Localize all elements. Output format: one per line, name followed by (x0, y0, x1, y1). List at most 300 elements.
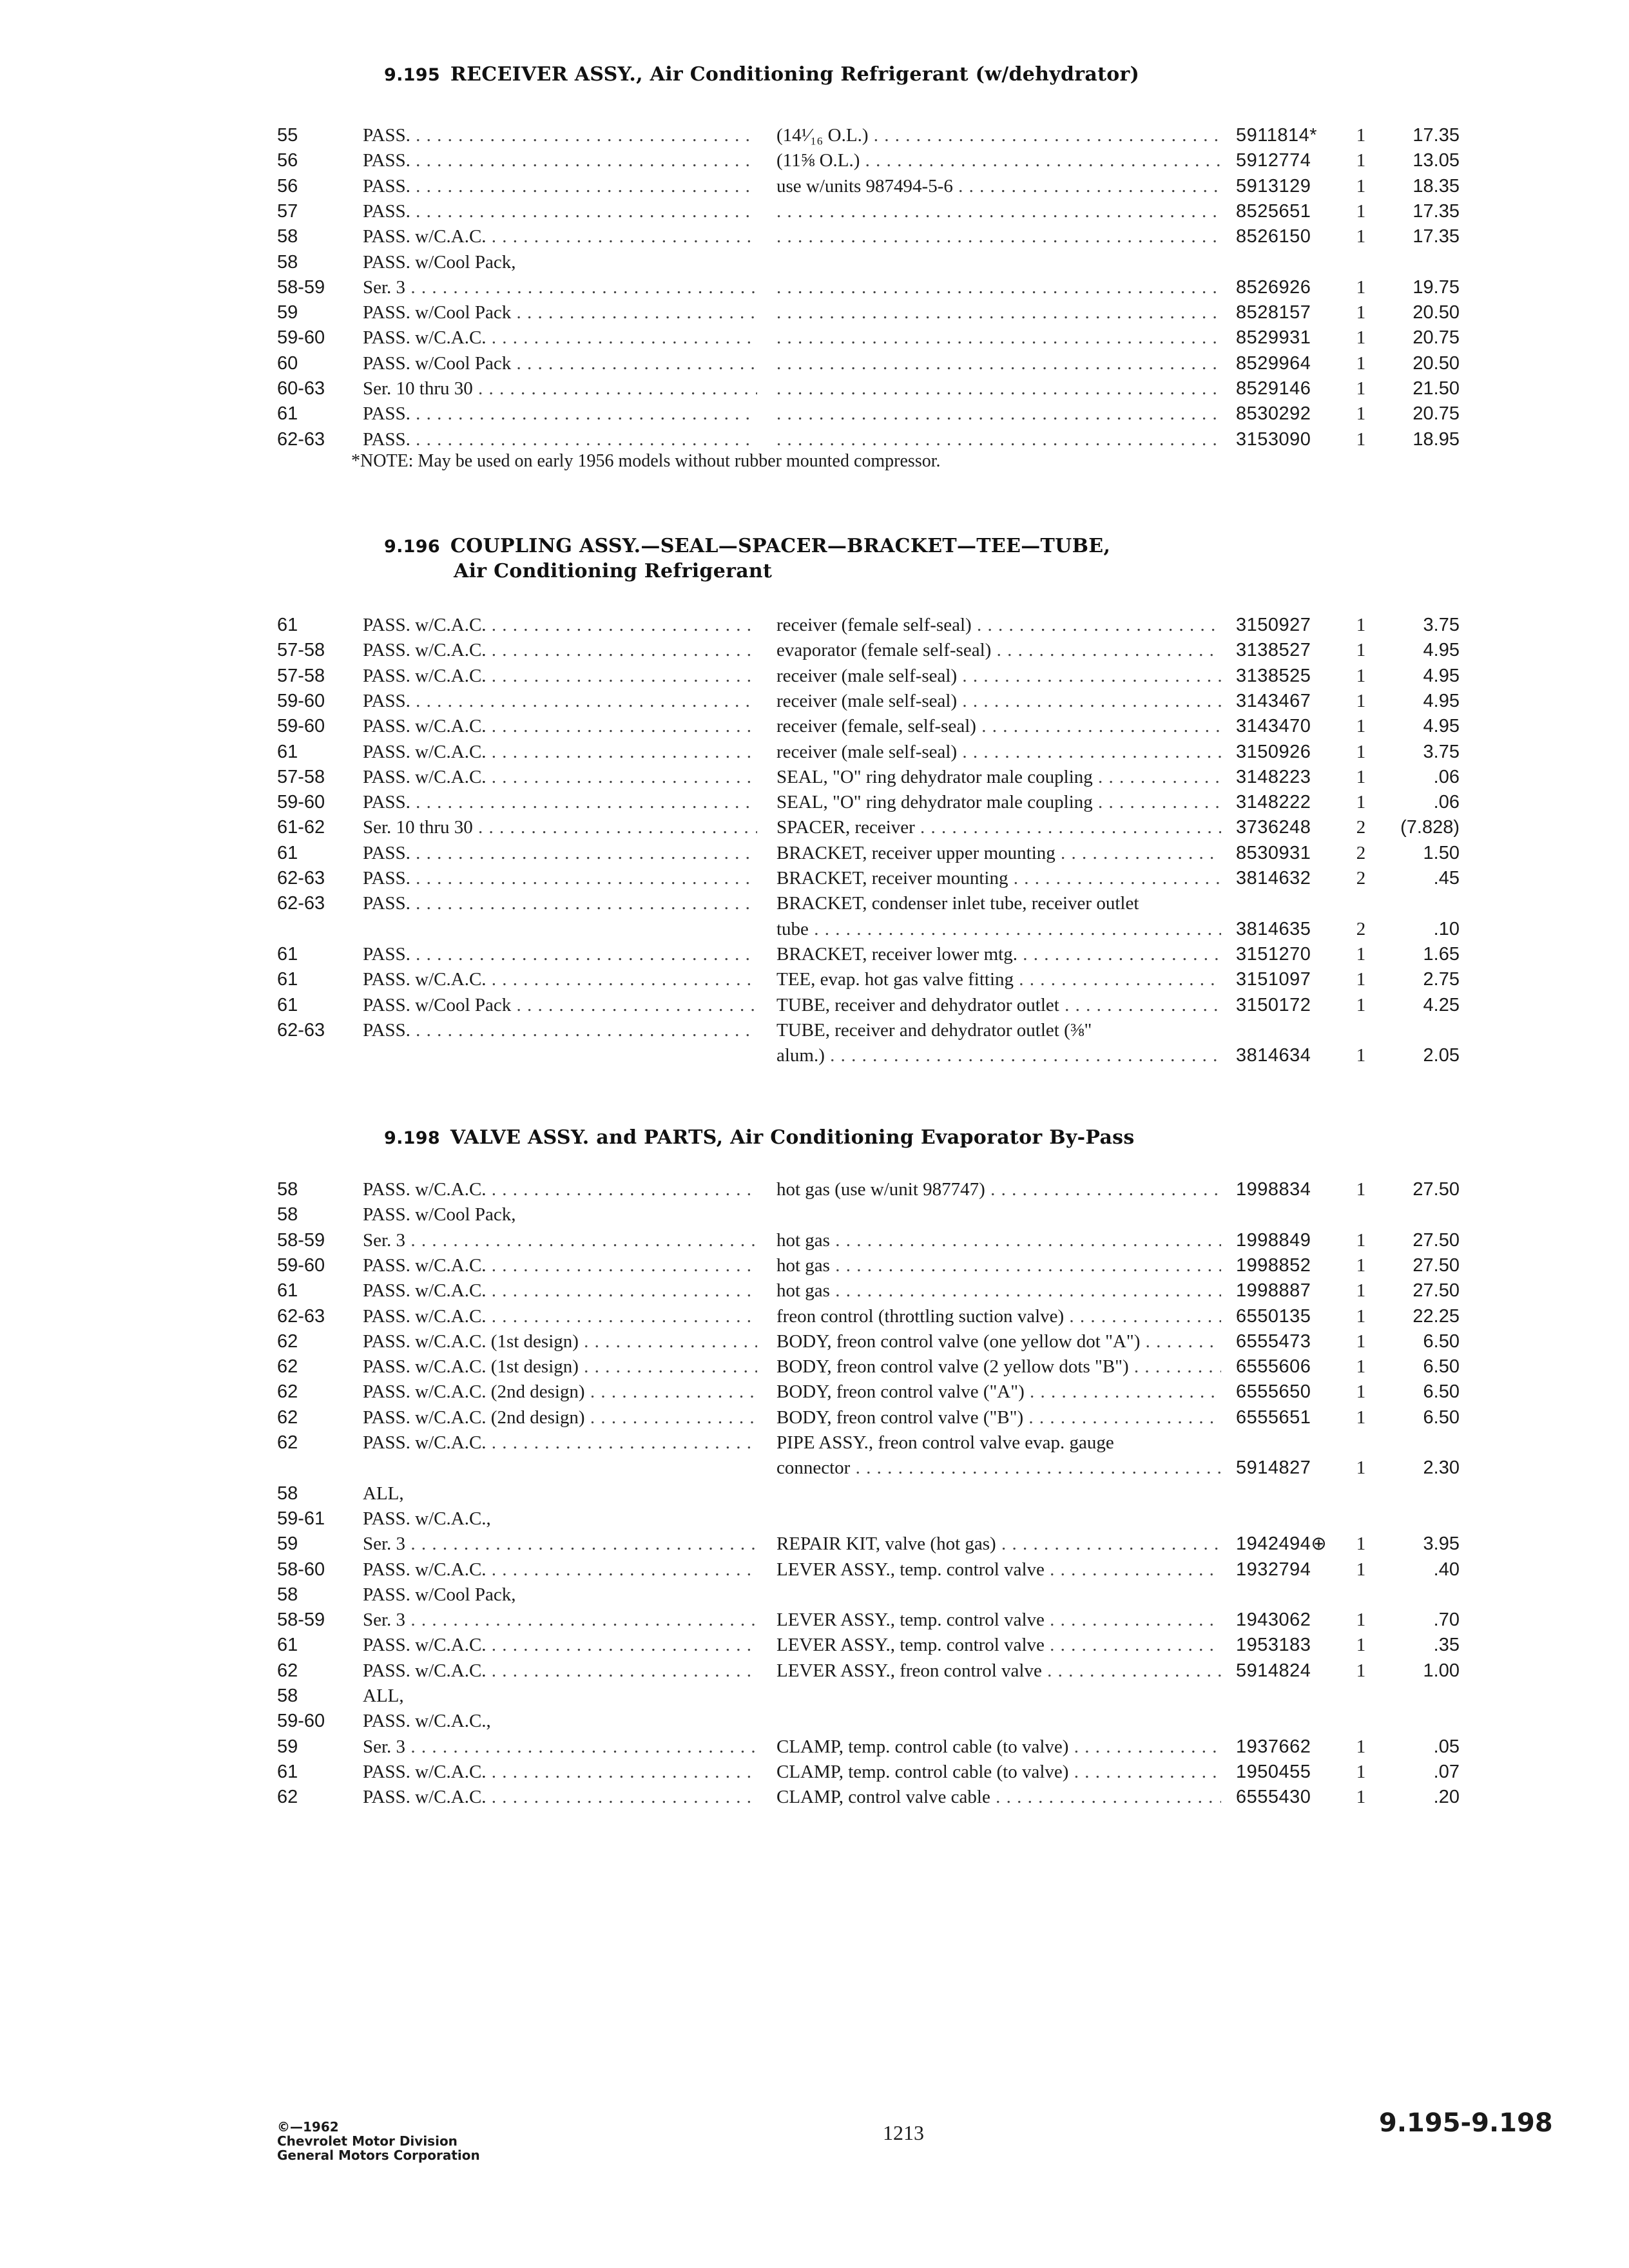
footnote: *NOTE: May be used on early 1956 models without rubber mounted compressor. (351, 451, 941, 471)
year-cell-text: 61 (277, 615, 298, 635)
price-cell-text: 18.95 (1412, 428, 1460, 450)
quantity-cell (1342, 1557, 1380, 1582)
section-number: 9.195 (384, 65, 440, 85)
price-cell-text: 2.75 (1423, 969, 1460, 990)
quantity-cell-text: 1 (1356, 690, 1366, 711)
price-cell (1382, 916, 1460, 942)
price-cell (1382, 325, 1460, 351)
quantity-cell (1342, 1531, 1380, 1557)
price-cell-text: 22.25 (1412, 1305, 1460, 1327)
section-number: 9.196 (384, 537, 440, 557)
price-cell-text: .10 (1433, 918, 1460, 939)
table-row (0, 173, 1629, 199)
description-cell-text: TUBE, receiver and dehydrator outlet (⅜" (776, 1019, 1092, 1041)
part-number-cell (1236, 1379, 1358, 1405)
application-cell (363, 966, 757, 992)
quantity-cell (1342, 688, 1380, 714)
year-cell-text: 59-60 (277, 1254, 325, 1276)
year-cell (277, 966, 354, 992)
quantity-cell (1342, 274, 1380, 300)
table-row (0, 1506, 1629, 1532)
table-row (0, 966, 1629, 992)
table-row (0, 1253, 1629, 1278)
price-cell-text: 2.30 (1423, 1457, 1460, 1479)
description-cell-text: TUBE, receiver and dehydrator outlet (776, 994, 1059, 1015)
part-number-cell-text: 6550135 (1236, 1305, 1311, 1327)
description-cell-text: hot gas (776, 1254, 830, 1276)
price-cell-text: 20.50 (1412, 352, 1460, 374)
application-cell (363, 637, 757, 663)
part-number-cell (1236, 865, 1358, 891)
application-cell-text: PASS. (363, 1019, 410, 1041)
part-number-cell-text: 3150926 (1236, 741, 1311, 762)
price-cell (1382, 1658, 1460, 1684)
part-number-cell (1236, 1043, 1358, 1068)
price-cell (1382, 1784, 1460, 1810)
application-cell-text: PASS. w/C.A.C. (363, 1559, 487, 1580)
price-cell-text: 6.50 (1423, 1356, 1460, 1378)
price-cell (1382, 663, 1460, 689)
description-cell (776, 325, 1221, 351)
table-row (0, 1043, 1629, 1068)
year-cell-text: 58-59 (277, 1610, 325, 1631)
price-cell (1382, 637, 1460, 663)
description-cell-text: freon control (throttling suction valve) (776, 1305, 1065, 1327)
part-number-cell (1236, 916, 1358, 942)
quantity-cell-text: 1 (1356, 378, 1366, 399)
quantity-cell (1342, 1455, 1380, 1481)
price-cell-text: 6.50 (1423, 1331, 1460, 1352)
description-cell-text: CLAMP, temp. control cable (to valve) (776, 1761, 1069, 1782)
price-cell-text: 2.05 (1423, 1045, 1460, 1066)
table-row (0, 1683, 1629, 1709)
year-cell-text: 59 (277, 1736, 298, 1757)
price-cell-text: 6.50 (1423, 1407, 1460, 1428)
description-cell (776, 351, 1221, 376)
application-cell-text: PASS. w/C.A.C. (363, 615, 487, 635)
application-cell-text: PASS. (363, 893, 410, 914)
quantity-cell (1342, 376, 1380, 401)
application-cell (363, 1379, 757, 1405)
table-row (0, 663, 1629, 689)
price-cell-text: 18.35 (1412, 175, 1460, 197)
year-cell (277, 1227, 354, 1253)
part-number-cell-text: 3143467 (1236, 690, 1311, 711)
price-cell-text: 19.75 (1412, 276, 1460, 298)
year-cell-text: 59-60 (277, 327, 325, 349)
application-cell-text: PASS. (363, 868, 410, 889)
description-cell-text: tube (776, 918, 809, 939)
year-cell-text: 61 (277, 969, 298, 990)
application-cell (363, 351, 757, 376)
year-cell (277, 300, 354, 325)
part-number-cell-text: 1950455 (1236, 1761, 1311, 1782)
table-row (0, 1481, 1629, 1506)
year-cell (277, 1506, 354, 1532)
description-cell (776, 300, 1221, 325)
quantity-cell-text: 1 (1356, 1660, 1366, 1681)
description-cell-text: LEVER ASSY., temp. control valve (776, 1635, 1045, 1656)
quantity-cell-text: 1 (1356, 1254, 1366, 1276)
quantity-cell-text: 1 (1356, 125, 1366, 146)
application-cell-text: PASS. (363, 150, 410, 171)
description-cell-text: BRACKET, receiver mounting (776, 868, 1008, 889)
year-cell (277, 1708, 354, 1734)
year-cell-text: 61 (277, 1635, 298, 1656)
application-cell (363, 376, 757, 401)
year-cell-text: 59 (277, 1533, 298, 1555)
table-row (0, 992, 1629, 1018)
table-row (0, 1202, 1629, 1227)
description-cell-text: receiver (male self-seal) (776, 690, 958, 711)
price-cell-text: 27.50 (1412, 1229, 1460, 1251)
year-cell (277, 612, 354, 638)
application-cell (363, 789, 757, 815)
description-cell-text: LEVER ASSY., temp. control valve (776, 1610, 1045, 1631)
year-cell (277, 1531, 354, 1557)
table-row (0, 1708, 1629, 1734)
part-number-cell (1236, 663, 1358, 689)
year-cell (277, 890, 354, 916)
year-cell-text: 61 (277, 403, 298, 425)
application-cell (363, 1658, 757, 1684)
description-cell-text: alum.) (776, 1045, 825, 1066)
application-cell-text: Ser. 10 thru 30 (363, 378, 473, 399)
part-number-cell-text: 6555650 (1236, 1381, 1311, 1403)
price-cell-text: 3.75 (1423, 741, 1460, 762)
quantity-cell-text: 1 (1356, 1305, 1366, 1327)
part-number-cell-text: 8525651 (1236, 200, 1311, 222)
price-cell (1382, 274, 1460, 300)
application-cell-text: PASS. w/C.A.C. (363, 969, 487, 990)
price-cell (1382, 148, 1460, 173)
copyright: ©—1962 (277, 2119, 339, 2135)
price-cell (1382, 1379, 1460, 1405)
quantity-cell (1342, 1632, 1380, 1658)
application-cell (363, 663, 757, 689)
quantity-cell (1342, 1379, 1380, 1405)
quantity-cell (1342, 1227, 1380, 1253)
year-cell (277, 941, 354, 967)
part-number-cell (1236, 427, 1358, 452)
part-number-cell (1236, 789, 1358, 815)
part-number-cell (1236, 1329, 1358, 1354)
footer-credits (277, 2120, 480, 2162)
price-cell-text: 3.95 (1423, 1533, 1460, 1555)
application-cell-text: PASS. w/Cool Pack (363, 352, 512, 374)
description-cell (776, 663, 1221, 689)
part-number-cell-text: 8526926 (1236, 276, 1311, 298)
year-cell-text: 58 (277, 1483, 298, 1504)
application-cell (363, 713, 757, 739)
year-cell-text: 61 (277, 943, 298, 965)
table-row (0, 941, 1629, 967)
price-cell-text: .20 (1433, 1787, 1460, 1808)
table-row (0, 1329, 1629, 1354)
description-cell-text: CLAMP, temp. control cable (to valve) (776, 1736, 1069, 1757)
year-cell-text: 57-58 (277, 665, 325, 686)
part-number-cell-text: 6555430 (1236, 1787, 1311, 1808)
application-cell-text: ALL, (363, 1483, 404, 1504)
application-cell (363, 1354, 757, 1379)
year-cell (277, 1202, 354, 1227)
year-cell-text: 62-63 (277, 1305, 325, 1327)
quantity-cell-text: 1 (1356, 716, 1366, 737)
description-cell-text: receiver (female, self-seal) (776, 716, 976, 737)
description-cell-text: SPACER, receiver (776, 817, 915, 838)
part-number-cell (1236, 1784, 1358, 1810)
year-cell (277, 1177, 354, 1202)
description-cell-text: (14¹⁄₁₆ O.L.) (776, 125, 869, 146)
part-number-cell (1236, 941, 1358, 967)
part-number-cell (1236, 401, 1358, 427)
quantity-cell-text: 2 (1356, 868, 1366, 889)
application-cell (363, 1607, 757, 1633)
year-cell (277, 1683, 354, 1709)
description-cell-text: REPAIR KIT, valve (hot gas) (776, 1533, 996, 1555)
description-cell (776, 941, 1221, 967)
description-cell (776, 1607, 1221, 1633)
application-cell (363, 1329, 757, 1354)
application-cell (363, 224, 757, 249)
application-cell-text: PASS. w/C.A.C. (363, 665, 487, 686)
price-cell-text: .06 (1433, 792, 1460, 813)
application-cell-text: PASS. w/Cool Pack, (363, 1584, 516, 1605)
table-row (0, 325, 1629, 351)
quantity-cell-text: 1 (1356, 403, 1366, 425)
price-cell-text: .06 (1433, 766, 1460, 787)
year-cell (277, 1784, 354, 1810)
part-number-cell (1236, 173, 1358, 199)
description-cell-text: hot gas (use w/unit 987747) (776, 1179, 985, 1200)
description-cell-text: hot gas (776, 1229, 830, 1251)
price-cell-text: .35 (1433, 1635, 1460, 1656)
year-cell-text: 56 (277, 150, 298, 171)
description-cell-text: hot gas (776, 1280, 830, 1302)
description-cell (776, 1455, 1221, 1481)
year-cell (277, 1329, 354, 1354)
price-cell (1382, 688, 1460, 714)
price-cell-text: 4.25 (1423, 994, 1460, 1015)
year-cell (277, 401, 354, 427)
application-cell-text: Ser. 3 (363, 276, 406, 298)
table-row (0, 401, 1629, 427)
part-number-cell-text: 6555651 (1236, 1407, 1311, 1428)
application-cell (363, 992, 757, 1018)
application-cell-text: PASS. w/C.A.C. (363, 766, 487, 787)
price-cell-text: 21.50 (1412, 378, 1460, 399)
application-cell-text: PASS. w/C.A.C. (363, 1787, 487, 1808)
part-number-cell (1236, 1607, 1358, 1633)
description-cell-text: BODY, freon control valve ("A") (776, 1381, 1025, 1403)
application-cell-text: PASS. (363, 428, 410, 450)
quantity-cell-text: 1 (1356, 1610, 1366, 1631)
description-cell (776, 1379, 1221, 1405)
application-cell (363, 1759, 757, 1785)
part-number-cell-text: 8529931 (1236, 327, 1311, 349)
table-row (0, 1557, 1629, 1582)
table-row (0, 890, 1629, 916)
description-cell-text: BODY, freon control valve (2 yellow dots "B") (776, 1356, 1129, 1378)
quantity-cell (1342, 325, 1380, 351)
price-cell-text: .40 (1433, 1559, 1460, 1580)
price-cell-text: .05 (1433, 1736, 1460, 1757)
quantity-cell (1342, 789, 1380, 815)
year-cell-text: 61-62 (277, 817, 325, 838)
application-cell-text: PASS. w/C.A.C. (2nd design) (363, 1381, 585, 1403)
application-cell-text: PASS. w/Cool Pack, (363, 251, 516, 273)
part-number-cell (1236, 840, 1358, 866)
description-cell (776, 637, 1221, 663)
table-row (0, 1658, 1629, 1684)
description-cell (776, 427, 1221, 452)
application-cell (363, 325, 757, 351)
description-cell (776, 890, 1221, 916)
quantity-cell (1342, 1278, 1380, 1303)
application-cell (363, 1708, 757, 1734)
year-cell (277, 663, 354, 689)
quantity-cell-text: 1 (1356, 640, 1366, 661)
year-cell-text: 58 (277, 251, 298, 273)
price-cell (1382, 224, 1460, 249)
year-cell (277, 198, 354, 224)
quantity-cell (1342, 1354, 1380, 1379)
part-number-cell-text: 8529146 (1236, 378, 1311, 399)
part-number-cell-text: 5914824 (1236, 1660, 1311, 1681)
part-number-cell-text: 1998852 (1236, 1254, 1311, 1276)
table-row (0, 688, 1629, 714)
year-cell (277, 427, 354, 452)
part-number-cell-text: 1932794 (1236, 1559, 1311, 1580)
description-cell-text: connector (776, 1457, 851, 1479)
table-row (0, 865, 1629, 891)
application-cell (363, 814, 757, 840)
year-cell (277, 1303, 354, 1329)
year-cell-text: 62 (277, 1356, 298, 1378)
description-cell (776, 840, 1221, 866)
part-number-cell (1236, 739, 1358, 765)
year-cell (277, 865, 354, 891)
table-row (0, 1227, 1629, 1253)
quantity-cell-text: 1 (1356, 741, 1366, 762)
table-row (0, 427, 1629, 452)
description-cell (776, 612, 1221, 638)
quantity-cell-text: 1 (1356, 1179, 1366, 1200)
part-number-cell-text: 1937662 (1236, 1736, 1311, 1757)
price-cell (1382, 1632, 1460, 1658)
application-cell (363, 1531, 757, 1557)
table-row (0, 274, 1629, 300)
description-cell (776, 274, 1221, 300)
description-cell (776, 966, 1221, 992)
application-cell (363, 1582, 757, 1608)
quantity-cell (1342, 198, 1380, 224)
quantity-cell (1342, 351, 1380, 376)
application-cell (363, 1557, 757, 1582)
quantity-cell (1342, 1043, 1380, 1068)
price-cell (1382, 1531, 1460, 1557)
year-cell (277, 1632, 354, 1658)
description-cell (776, 1632, 1221, 1658)
application-cell (363, 1481, 757, 1506)
year-cell (277, 325, 354, 351)
quantity-cell (1342, 637, 1380, 663)
application-cell (363, 1405, 757, 1430)
table-row (0, 1784, 1629, 1810)
part-number-cell (1236, 637, 1358, 663)
quantity-cell-text: 1 (1356, 1280, 1366, 1302)
year-cell-text: 62 (277, 1407, 298, 1428)
quantity-cell (1342, 1405, 1380, 1430)
quantity-cell (1342, 401, 1380, 427)
year-cell-text: 62 (277, 1432, 298, 1453)
description-cell (776, 814, 1221, 840)
part-number-cell-text: 1943062 (1236, 1610, 1311, 1631)
part-number-cell (1236, 1734, 1358, 1760)
part-number-cell-text: 3814635 (1236, 918, 1311, 939)
description-cell (776, 916, 1221, 942)
year-cell-text: 57 (277, 200, 298, 222)
price-cell (1382, 966, 1460, 992)
price-cell-text: 27.50 (1412, 1254, 1460, 1276)
quantity-cell (1342, 300, 1380, 325)
application-cell (363, 122, 757, 148)
application-cell-text: ALL, (363, 1686, 404, 1706)
description-cell (776, 1658, 1221, 1684)
table-row (0, 739, 1629, 765)
part-number-cell (1236, 992, 1358, 1018)
quantity-cell-text: 1 (1356, 1559, 1366, 1580)
price-cell-text: 27.50 (1412, 1179, 1460, 1200)
price-cell-text: 3.75 (1423, 615, 1460, 635)
section-title-line2: Air Conditioning Refrigerant (454, 560, 773, 582)
part-number-cell-text: 3814632 (1236, 868, 1311, 889)
part-number-cell-text: 3151097 (1236, 969, 1311, 990)
application-cell (363, 427, 757, 452)
part-number-cell (1236, 274, 1358, 300)
section-heading-9198 (384, 1126, 1135, 1149)
price-cell-text: 4.95 (1423, 716, 1460, 737)
part-number-cell (1236, 122, 1358, 148)
year-cell (277, 1354, 354, 1379)
quantity-cell (1342, 1253, 1380, 1278)
application-cell-text: Ser. 10 thru 30 (363, 817, 473, 838)
application-cell (363, 198, 757, 224)
part-number-cell-text: 1998834 (1236, 1179, 1311, 1200)
description-cell (776, 1557, 1221, 1582)
description-cell (776, 1303, 1221, 1329)
application-cell-text: PASS. w/C.A.C. (363, 1660, 487, 1681)
quantity-cell-text: 1 (1356, 1356, 1366, 1378)
year-cell-text: 58 (277, 226, 298, 247)
application-cell (363, 739, 757, 765)
application-cell (363, 274, 757, 300)
year-cell-text: 62 (277, 1381, 298, 1403)
year-cell-text: 59-60 (277, 1711, 325, 1732)
price-cell (1382, 941, 1460, 967)
quantity-cell-text: 1 (1356, 352, 1366, 374)
year-cell-text: 61 (277, 1761, 298, 1782)
table-row (0, 789, 1629, 815)
price-cell-text: 13.05 (1412, 150, 1460, 171)
year-cell-text: 62 (277, 1660, 298, 1681)
price-cell-text: 20.75 (1412, 327, 1460, 349)
table-row (0, 1354, 1629, 1379)
table-row (0, 1303, 1629, 1329)
part-number-cell (1236, 1227, 1358, 1253)
part-number-cell (1236, 1405, 1358, 1430)
description-cell-text: receiver (male self-seal) (776, 741, 958, 762)
